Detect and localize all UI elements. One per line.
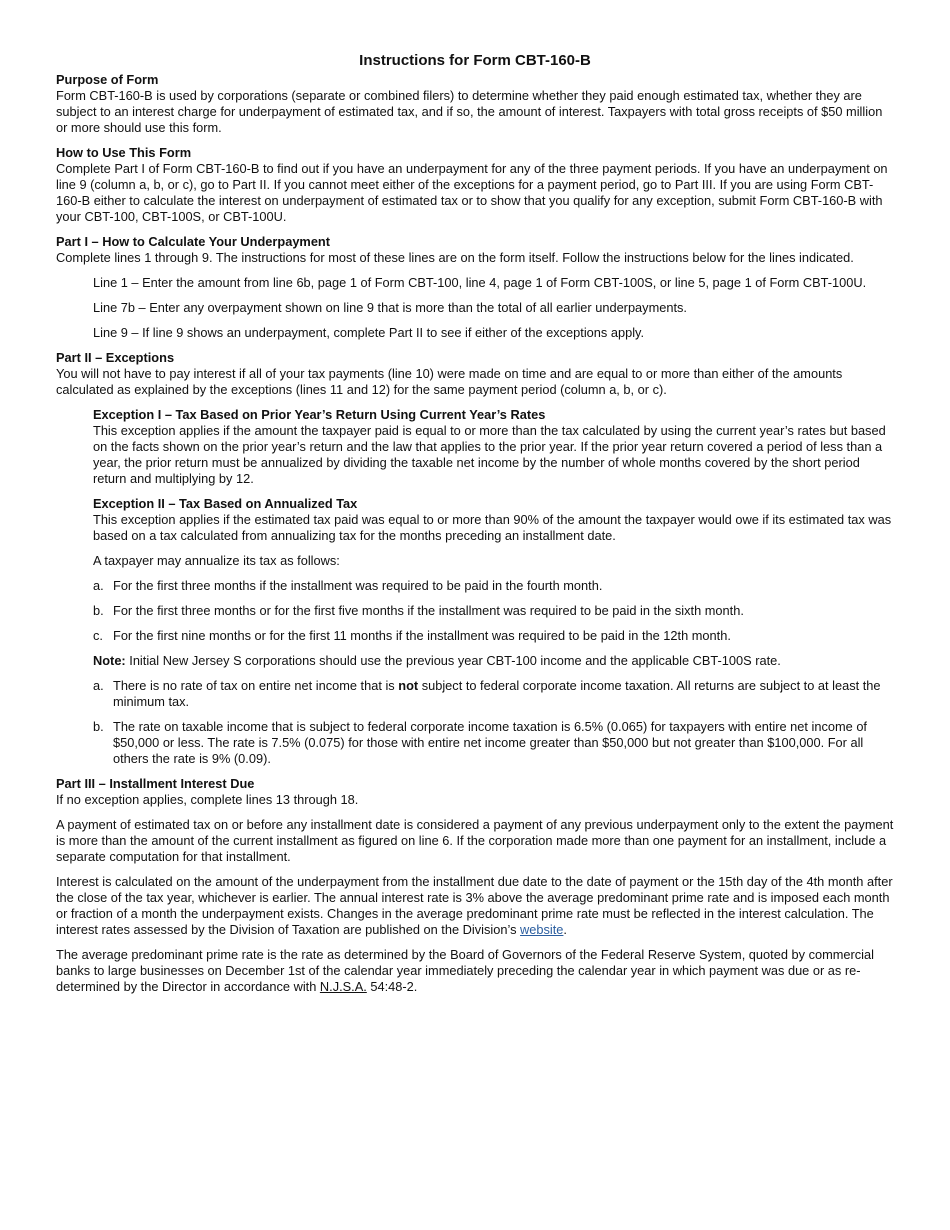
how-to-use-body: Complete Part I of Form CBT-160-B to find out if you have an underpayment for any of the three payment periods. If you have an underpayment on line 9 (column a, b, or c), go to Part II. If you cannot meet either of the exceptions for a payment period, go to Part III. If you are using Form CBT-160-B either to calculate the interest on underpayment of estimated tax or to show that you qualify for any exception, submit Form CBT-160-B with your CBT-100, CBT-100S, or CBT-100U. [56, 161, 888, 224]
exception1-heading: Exception I – Tax Based on Prior Year’s Return Using Current Year’s Rates [93, 407, 546, 422]
njsa-reference: N.J.S.A. [319, 979, 367, 994]
list-item-text: The rate on taxable income that is subject to federal corporate income taxation is 6.5% (0.065) for taxpayers with entire net income of $50,000 or less. The rate is 7.5% (0.075) for those with entire net income greater than $50,000 but not greater than $100,000. For all others the rate is 9% (0.09). [113, 719, 867, 766]
exception2-heading: Exception II – Tax Based on Annualized Tax [93, 496, 358, 511]
exception2-body: This exception applies if the estimated tax paid was equal to or more than 90% of the amount the taxpayer would owe if its estimated tax was based on a tax calculated from annualizing tax for the months preceding an installment date. [93, 512, 892, 543]
note-a-pre: There is no rate of tax on entire net income that is [113, 678, 399, 693]
list-item-label: a. [93, 678, 104, 693]
note-label: Note: [93, 653, 126, 668]
list-item-text: For the first nine months or for the first 11 months if the installment was required to be paid in the 12th month. [113, 628, 731, 643]
purpose-section [56, 72, 894, 136]
part1-heading: Part I – How to Calculate Your Underpayment [56, 234, 331, 249]
part1-line1: Line 1 – Enter the amount from line 6b, page 1 of Form CBT-100, line 4, page 1 of Form CBT-100S, or line 5, page 1 of Form CBT-100U. [93, 275, 867, 290]
part3-body1: If no exception applies, complete lines 13 through 18. [56, 792, 359, 807]
part3-body2: A payment of estimated tax on or before any installment date is considered a payment of any previous underpayment only to the extent the payment is more than the amount of the current installment as figured on line 6. If the corporation made more than one payment for an installment, include a separate computation for that installment. [56, 817, 894, 864]
exception1-block [56, 407, 894, 487]
part3-body4-text: The average predominant prime rate is the rate as determined by the Board of Governors of the Federal Reserve System, quoted by commercial banks to large businesses on December 1st of the calendar year immediately preceding the calendar year in which payment was due or as re-determined by the Director in accordance with [56, 947, 874, 994]
part2-body: You will not have to pay interest if all of your tax payments (line 10) were made on time and are equal to or more than either of the amounts calculated as explained by the exceptions (lines 11 and 12) for the same payment period (column a, b, or c). [56, 366, 843, 397]
part3-body3-text: Interest is calculated on the amount of the underpayment from the installment due date to the date of payment or the 15th day of the 4th month after the close of the tax year, whichever is earlier. The annual interest rate is 3% above the average predominant prime rate and is imposed each month or fraction of a month the underpayment exists. Changes in the average predominant prime rate must be reflected in the interest calculation. The interest rates assessed by the Division of Taxation are published on the Division’s [56, 874, 893, 937]
exception1-body: This exception applies if the amount the taxpayer paid is equal to or more than the tax calculated by using the current year’s rates but based on the facts shown on the prior year’s return and the law that applies to the prior year. If the prior year return covered a period of less than a year, the prior return must be annualized by dividing the taxable net income by the number of whole months covered by the short period return and multiplying by 12. [93, 423, 886, 486]
how-to-use-section [56, 145, 894, 225]
part1-line7b: Line 7b – Enter any overpayment shown on line 9 that is more than the total of all earlier underpayments. [93, 300, 687, 315]
annualize-intro: A taxpayer may annualize its tax as follows: [93, 553, 340, 568]
purpose-body: Form CBT-160-B is used by corporations (separate or combined filers) to determine whether they paid enough estimated tax, whether they are subject to an interest charge for underpayment of estimated tax, and if so, the amount of interest. Taxpayers with total gross receipts of $50 million or more should use this form. [56, 88, 883, 135]
part1-line9: Line 9 – If line 9 shows an underpayment, complete Part II to see if either of the exceptions apply. [93, 325, 645, 340]
list-item [56, 628, 894, 644]
part1-section [56, 234, 894, 266]
list-item [56, 678, 894, 710]
part2-heading: Part II – Exceptions [56, 350, 175, 365]
note-a-bold: not [398, 678, 419, 693]
note-text: Initial New Jersey S corporations should use the previous year CBT-100 income and the applicable CBT-100S rate. [125, 653, 781, 668]
list-item-label: b. [93, 719, 104, 734]
part3-heading: Part III – Installment Interest Due [56, 776, 255, 791]
list-item [56, 578, 894, 594]
list-item-label: a. [93, 578, 104, 593]
list-item-text: For the first three months or for the first five months if the installment was required to be paid in the sixth month. [113, 603, 744, 618]
part3-body3-end: . [563, 922, 567, 937]
part3-section [56, 776, 894, 808]
how-to-use-heading: How to Use This Form [56, 145, 192, 160]
purpose-heading: Purpose of Form [56, 72, 159, 87]
part1-body: Complete lines 1 through 9. The instructions for most of these lines are on the form itself. Follow the instructions below for the lines indicated. [56, 250, 854, 265]
list-item [56, 603, 894, 619]
list-item-text: For the first three months if the installment was required to be paid in the fourth month. [113, 578, 603, 593]
website-link[interactable]: website [520, 922, 564, 937]
note-paragraph [56, 653, 894, 669]
page-title: Instructions for Form CBT-160-B [359, 52, 591, 69]
part3-body4 [56, 947, 894, 995]
list-item-label: c. [93, 628, 103, 643]
part3-body3 [56, 874, 894, 938]
list-item-label: b. [93, 603, 104, 618]
exception2-block [56, 496, 894, 544]
list-item [56, 719, 894, 767]
part2-section [56, 350, 894, 398]
list-item-text [113, 678, 894, 710]
instructions-page [56, 52, 894, 1004]
note-a-post: subject to federal corporate income taxation. All returns are subject to at least the minimum tax. [113, 678, 881, 709]
part3-body4-end: 54:48-2. [366, 979, 418, 994]
